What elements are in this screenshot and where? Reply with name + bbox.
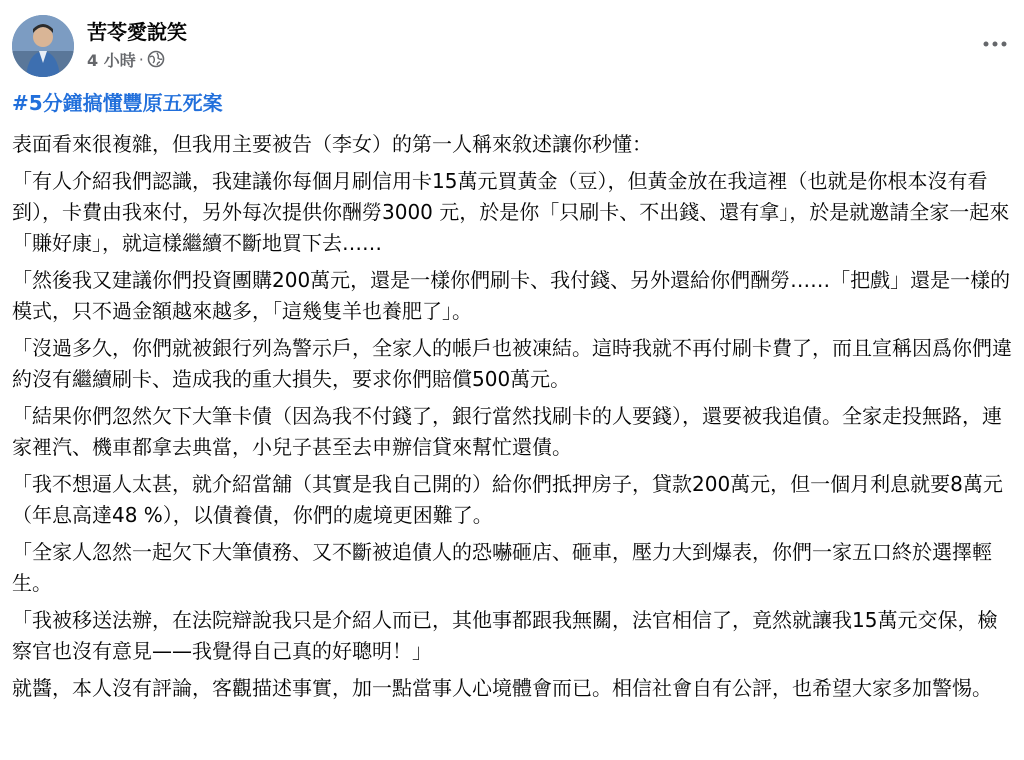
globe-icon[interactable] [147, 50, 165, 68]
post-paragraph: 「全家人忽然一起欠下大筆債務、又不斷被追債人的恐嚇砸店、砸車，壓力大到爆表，你們一家五口終於選擇輕生。 [12, 540, 992, 595]
post-meta [87, 47, 165, 71]
post-paragraph: 「我不想逼人太甚，就介紹當舖（其實是我自己開的）給你們抵押房子，貸款200萬元，但一個月利息就要8萬元（年息高達48 %），以債養債，你們的處境更困難了。 [12, 472, 1003, 527]
more-horizontal-icon [983, 41, 1007, 47]
post-paragraph: 「沒過多久，你們就被銀行列為警示戶，全家人的帳戶也被凍結。這時我就不再付刷卡費了，而且宣稱因爲你們違約沒有繼續刷卡、造成我的重大損失，要求你們賠償500萬元。 [12, 336, 1012, 391]
hashtag-link[interactable]: #5分鐘搞懂豐原五死案 [12, 91, 223, 115]
post-header [12, 13, 1012, 77]
post-paragraph: 表面看來很複雜，但我用主要被告（李女）的第一人稱來敘述讓你秒懂： [12, 132, 652, 156]
post-paragraph: 「有人介紹我們認識，我建議你每個月刷信用卡15萬元買黃金（豆），但黃金放在我這裡（也就是你根本沒有看到），卡費由我來付，另外每次提供你酬勞3000 元，於是你「只刷卡、不出錢、還有拿」，於是就邀請全家一起來「賺好康」，就這樣繼續不斷地買下去…… [12, 169, 1010, 255]
post-paragraph: 「我被移送法辦，在法院辯說我只是介紹人而已，其他事都跟我無關，法官相信了，竟然就讓我15萬元交保，檢察官也沒有意見——我覺得自己真的好聰明！」 [12, 608, 998, 663]
post-paragraph: 「結果你們忽然欠下大筆卡債（因為我不付錢了，銀行當然找刷卡的人要錢），還要被我追債。全家走投無路，連家裡汽、機車都拿去典當，小兒子甚至去申辦信貸來幫忙還債。 [12, 404, 1002, 459]
post-body [12, 88, 1016, 704]
meta-separator: · [138, 49, 144, 69]
post-paragraph: 就醬，本人沒有評論，客觀描述事實，加一點當事人心境體會而已。相信社會自有公評，也希望大家多加警惕。 [12, 676, 992, 700]
post-timestamp[interactable]: 4 小時 [87, 50, 136, 70]
avatar[interactable] [12, 15, 74, 77]
author-name[interactable]: 苦苓愛說笑 [87, 20, 187, 44]
post-paragraph: 「然後我又建議你們投資團購200萬元，還是一樣你們刷卡、我付錢、另外還給你們酬勞……「把戲」還是一樣的模式，只不過金額越來越多，「這幾隻羊也養肥了」。 [12, 268, 1011, 323]
more-options-button[interactable] [978, 31, 1012, 57]
